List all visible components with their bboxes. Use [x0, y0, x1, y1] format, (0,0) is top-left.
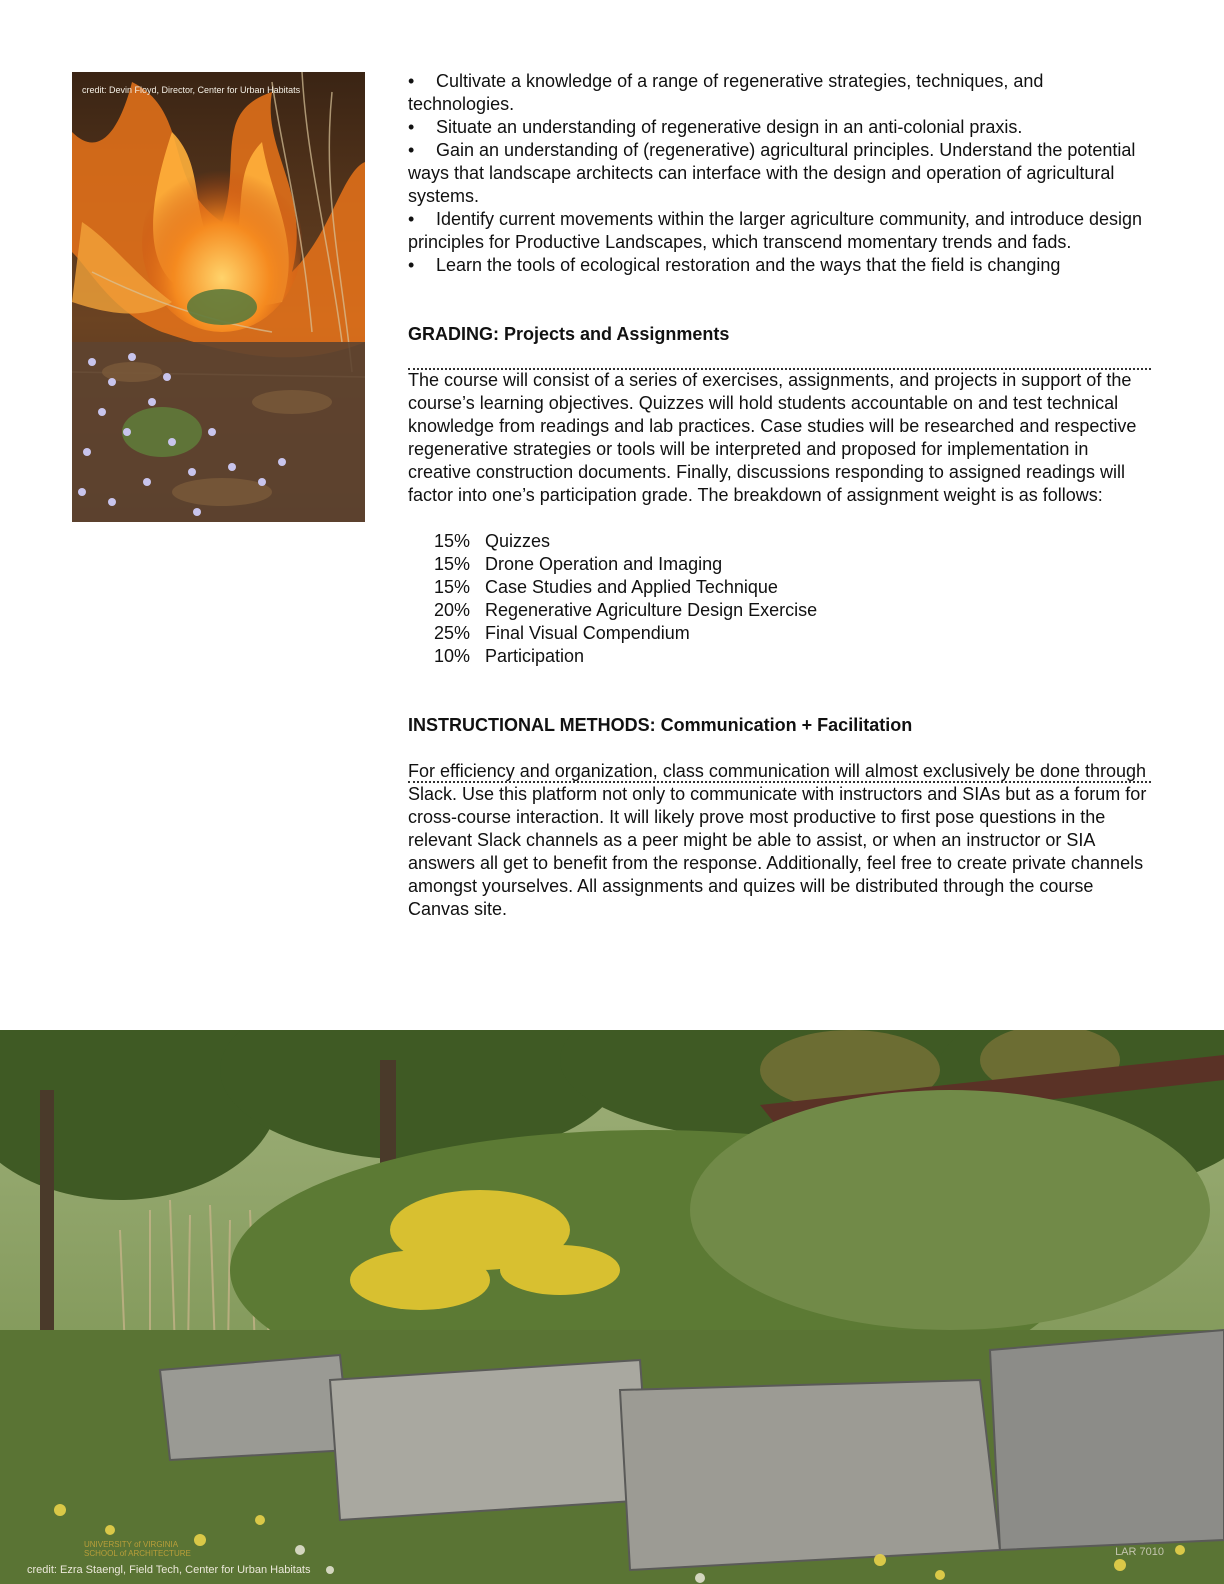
top-photo	[72, 72, 365, 522]
objective-text: Learn the tools of ecological restoration and the ways that the field is changing	[436, 255, 1061, 275]
list-item	[408, 576, 1153, 599]
list-item: • Identify current movements within the larger agriculture community, and introduce design principles for Productive Landscapes, which transcend momentary trends and fads.	[408, 209, 1143, 252]
objective-text: Cultivate a knowledge of a range of regenerative strategies, techniques, and technologies.	[408, 71, 1044, 114]
university-logo: UNIVERSITY of VIRGINIA SCHOOL of ARCHITECTURE	[84, 1540, 191, 1558]
course-code: LAR 7010	[1115, 1546, 1164, 1558]
dotted-rule	[408, 368, 1151, 370]
grading-paragraph: The course will consist of a series of exercises, assignments, and projects in support of the course’s learning objectives. Quizzes will hold students accountable on and test technical knowledge from readings and lab practices. Case studies will be researched and respective regenerative strategies or tools will be interpreted and proposed for implementation in creative construction documents. Finally, discussions responding to assigned readings will factor into one’s participation grade. The breakdown of assignment weight is as follows:	[408, 369, 1153, 507]
weight-percent: 15%	[434, 577, 471, 597]
list-item	[408, 553, 1153, 576]
bottom-photo	[0, 1030, 1224, 1584]
weight-label: Participation	[485, 646, 585, 666]
weight-label: Drone Operation and Imaging	[485, 554, 723, 574]
bottom-photo-credit: credit: Ezra Staengl, Field Tech, Center for Urban Habitats	[27, 1564, 311, 1576]
list-item	[408, 599, 1153, 622]
weight-percent: 25%	[434, 623, 471, 643]
weight-percent: 15%	[434, 554, 471, 574]
main-text-column	[408, 70, 1153, 921]
grading-heading: GRADING: Projects and Assignments	[408, 324, 730, 344]
objectives-list	[408, 70, 1153, 277]
list-item: • Situate an understanding of regenerative design in an anti-colonial praxis.	[408, 117, 1023, 137]
list-item	[408, 645, 1153, 668]
weight-percent: 20%	[434, 600, 471, 620]
weight-label: Final Visual Compendium	[485, 623, 690, 643]
dotted-rule	[408, 781, 1151, 783]
objective-text: Situate an understanding of regenerative design in an anti-colonial praxis.	[436, 117, 1023, 137]
list-item	[408, 530, 1153, 553]
weight-percent: 15%	[434, 531, 471, 551]
list-item: • Learn the tools of ecological restoration and the ways that the field is changing	[408, 255, 1061, 275]
list-item: • Cultivate a knowledge of a range of regenerative strategies, techniques, and technologies.	[408, 71, 1044, 114]
grade-weights-list	[408, 530, 1153, 668]
objective-text: Identify current movements within the larger agriculture community, and introduce design principles for Productive Landscapes, which transcend momentary trends and fads.	[408, 209, 1143, 252]
garden-stones-illustration	[0, 1030, 1224, 1584]
weight-label: Quizzes	[485, 531, 551, 551]
objective-text: Gain an understanding of (regenerative) agricultural principles. Understand the potential ways that landscape architects can interface with the design and operation of agricultural systems.	[408, 140, 1136, 206]
weight-label: Case Studies and Applied Technique	[485, 577, 778, 597]
list-item	[408, 622, 1153, 645]
methods-heading: INSTRUCTIONAL METHODS: Communication + Facilitation	[408, 715, 913, 735]
top-photo-credit: credit: Devin Floyd, Director, Center for Urban Habitats	[82, 85, 301, 95]
methods-paragraph: For efficiency and organization, class communication will almost exclusively be done through Slack. Use this platform not only to communicate with instructors and SIAs but as a forum for cross-course interaction. It will likely prove most productive to first pose questions in the relevant Slack channels as a peer might be able to assist, or when an instructor or SIA answers all get to benefit from the response. Additionally, feel free to create private channels amongst yourselves. All assignments and quizes will be distributed through the course Canvas site.	[408, 760, 1153, 921]
weight-percent: 10%	[434, 646, 471, 666]
weight-label: Regenerative Agriculture Design Exercise	[485, 600, 818, 620]
fire-flowers-illustration	[72, 72, 365, 522]
list-item: • Gain an understanding of (regenerative) agricultural principles. Understand the potential ways that landscape architects can interface with the design and operation of agricultural systems.	[408, 140, 1136, 206]
